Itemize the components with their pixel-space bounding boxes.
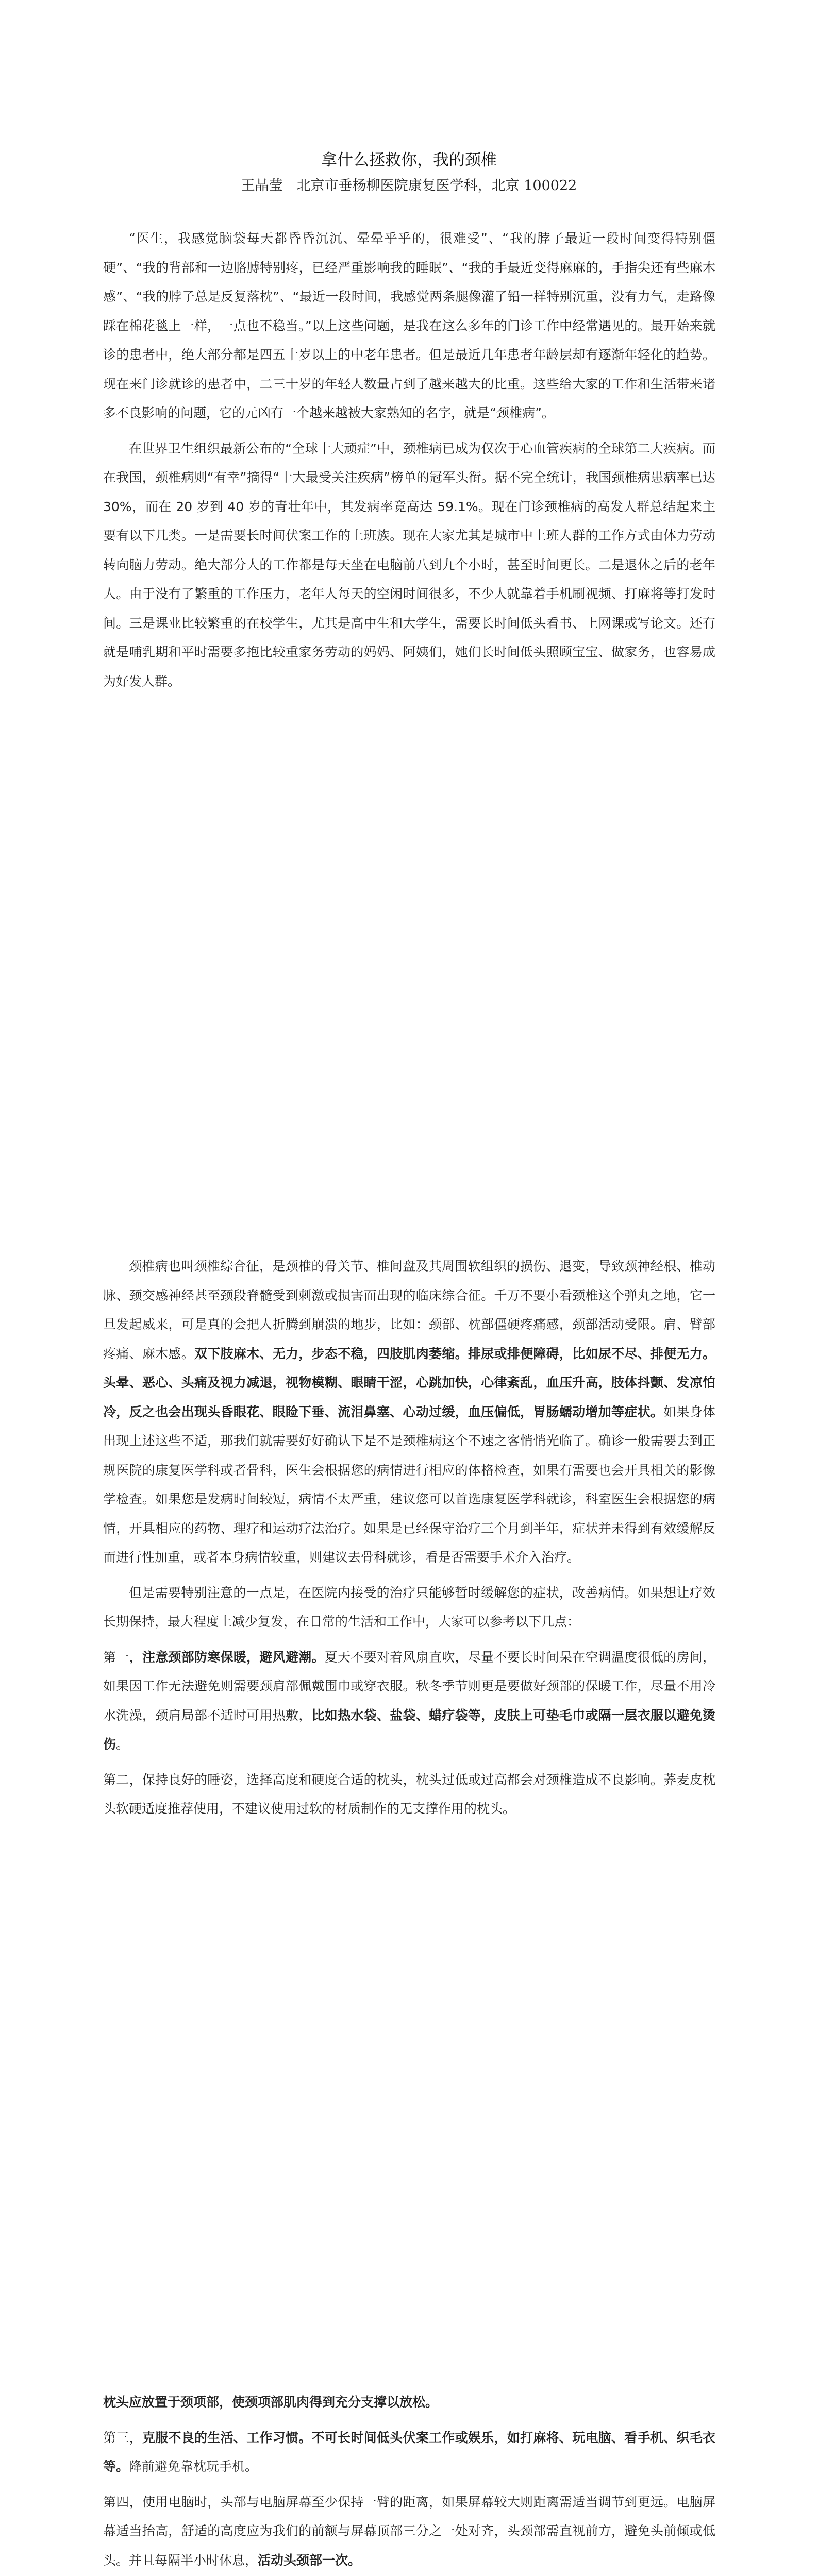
article-title: 拿什么拯救你，我的颈椎 <box>321 151 497 170</box>
paragraph-tip-2 <box>103 1766 715 1824</box>
paragraph-epidemiology: 在世界卫生组织最新公布的“全球十大顽症”中，颈椎病已成为仅次于心血管疾病的全球第二大疾病。而在我国，颈椎病则“有幸”摘得“十大最受关注疾病”榜单的冠军头衔。据不完全统计，我国颈椎病患病率已达 30%，而在 20 岁到 40 岁的青壮年中，其发病率竟高达 59.1%。现在门诊颈椎病的高发人群总结起来主要有以下几类。一是需要长时间伏案工作的上班族。现在大家尤其是城市中上班人群的工作方式由体力劳动转向脑力劳动。绝大部分人的工作都是每天坐在电脑前八到九个小时，甚至时间更长。二是退休之后的老年人。由于没有了繁重的工作压力，老年人每天的空闲时间很多，不少人就靠着手机刷视频、打麻将等打发时间。三是课业比较繁重的在校学生，尤其是高中生和大学生，需要长时间低头看书、上网课或写论文。还有就是哺乳期和平时需要多抱比较重家务劳动的妈妈、阿姨们，她们长时间低头照顾宝宝、做家务，也容易成为好发人群。 <box>103 440 715 689</box>
paragraph-definition <box>103 1252 715 1572</box>
article-section-intro <box>103 224 715 696</box>
tip-2-text: 第二，保持良好的睡姿，选择高度和硬度合适的枕头，枕头过低或过高都会对颈椎造成不良影响。荞麦皮枕头软硬适度推荐使用，不建议使用过软的材质制作的无支撑作用的枕头。 <box>103 1772 715 1816</box>
definition-symptoms-bold: 双下肢麻木、无力，步态不稳，四肢肌肉萎缩。排尿或排便障碍，比如尿不尽、排便无力。头晕、恶心、头痛及视力减退，视物模糊、眼睛干涩，心跳加快，心律紊乱，血压升高，肢体抖颤、发凉怕冷，反之也会出现头昏眼花、眼睑下垂、流泪鼻塞、心动过缓，血压偏低，胃肠蠕动增加等症状。 <box>103 1346 715 1419</box>
tip-1-emphasis: 比如热水袋、盐袋、蜡疗袋等，皮肤上可垫毛巾或隔一层衣服以避免烫伤 <box>103 1707 715 1752</box>
tip-3-heading: 克服不良的生活、工作习惯。不可长时间低头伏案工作或娱乐，如打麻将、玩电脑、看手机、织毛衣等。 <box>103 2430 715 2474</box>
tip-3-text: 降前避免靠枕玩手机。 <box>129 2459 258 2474</box>
tip-1-heading: 注意颈部防寒保暖，避风避潮。 <box>142 1649 325 1665</box>
paragraph-tip-3 <box>103 2424 715 2482</box>
definition-diagnosis-text: 如果身体出现上述这些不适，那我们就需要好好确认下是不是颈椎病这个不速之客悄悄光临了。确诊一般需要去到正规医院的康复医学科或者骨科，医生会根据您的病情进行相应的体格检查，如果有需要也会开具相关的影像学检查。如果您是发病时间较短，病情不太严重，建议您可以首选康复医学科就诊，科室医生会根据您的病情，开具相应的药物、理疗和运动疗法治疗。如果是已经保守治疗三个月到半年，症状并未得到有效缓解反而进行性加重，或者本身病情较重，则建议去骨科就诊，看是否需要手术介入治疗。 <box>103 1404 715 1565</box>
tip-1-text: 夏天不要对着风扇直吹，尽量不要长时间呆在空调温度很低的房间，如果因工作无法避免则需要颈肩部佩戴围巾或穿衣服。秋冬季节则更是要做好颈部的保暖工作，尽量不用冷水洗澡，颈肩局部不适时可用热敷， <box>103 1649 715 1723</box>
paragraph-tip-4 <box>103 2488 715 2575</box>
definition-text: 颈椎病也叫颈椎综合征，是颈椎的骨关节、椎间盘及其周围软组织的损伤、退变，导致颈神经根、椎动脉、颈交感神经甚至颈段脊髓受到刺激或损害而出现的临床综合征。千万不要小看颈椎这个弹丸之地，它一旦发起威来，可是真的会把人折腾到崩溃的地步，比如：颈部、枕部僵硬疼痛感，颈部活动受限。肩、臂部疼痛、麻木感。 <box>103 1259 715 1361</box>
paragraph-symptoms-intro: “医生，我感觉脑袋每天都昏昏沉沉、晕晕乎乎的，很难受”、“我的脖子最近一段时间变得特别僵硬”、“我的背部和一边胳膊特别疼，已经严重影响我的睡眠”、“我的手最近变得麻麻的，手指尖还有些麻木感”、“我的脖子总是反复落枕”、“最近一段时间，我感觉两条腿像灌了铅一样特别沉重，没有力气，走路像踩在棉花毯上一样，一点也不稳当。”以上这些问题，是我在这么多年的门诊工作中经常遇见的。最开始来就诊的患者中，绝大部分都是四五十岁以上的中老年患者。但是最近几年患者年龄层却有逐渐年轻化的趋势。现在来门诊就诊的患者中，二三十岁的年轻人数量占到了越来越大的比重。这些给大家的工作和生活带来诸多不良影响的问题，它的元凶有一个越来越被大家熟知的名字，就是“颈椎病”。 <box>103 231 715 420</box>
tip-1-number: 第一， <box>103 1649 142 1665</box>
paragraph-prevention-intro: 但是需要特别注意的一点是，在医院内接受的治疗只能够暂时缓解您的症状，改善病情。如果想让疗效长期保持，最大程度上减少复发，在日常的生活和工作中，大家可以参考以下几点： <box>103 1585 715 1629</box>
tip-4-emphasis: 活动头颈部一次。 <box>258 2552 361 2568</box>
article-byline: 王晶莹 北京市垂杨柳医院康复医学科，北京 100022 <box>241 178 577 194</box>
tip-2-continuation: 枕头应放置于颈项部，使颈项部肌肉得到充分支撑以放松。 <box>103 2395 439 2410</box>
tip-1-end: 。 <box>116 1737 129 1752</box>
tip-4-text: 第四，使用电脑时，头部与电脑屏幕至少保持一臂的距离，如果屏幕较大则距离需适当调节到更远。电脑屏幕适当抬高，舒适的高度应为我们的前额与屏幕顶部三分之一处对齐，头颈部需直视前方，避免头前倾或低头。并且每隔半小时休息， <box>103 2494 715 2568</box>
paragraph-tip-1 <box>103 1643 715 1759</box>
tip-3-number: 第三， <box>103 2430 142 2445</box>
article-section-tips <box>103 2388 715 2576</box>
article-section-definition <box>103 1252 715 1824</box>
